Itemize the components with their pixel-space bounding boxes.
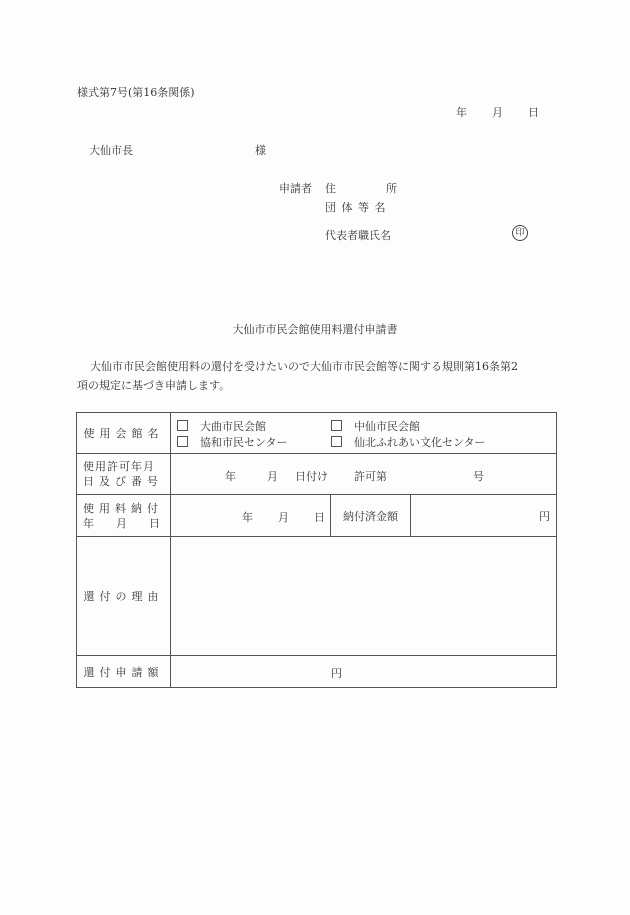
date-year: 年 (456, 106, 467, 119)
paid-amount-label: 納付済金額 (331, 495, 411, 537)
option-senboku[interactable]: 仙北ふれあい文化センター (331, 434, 486, 450)
row-refund-amount (77, 656, 557, 688)
payment-date-label: 使用料納付 年 月 日 (77, 495, 171, 537)
addressee-title: 大仙市長 (89, 144, 133, 157)
option-omagari[interactable]: 大曲市民会館 (177, 418, 266, 434)
document-title: 大仙市市民会館使用料還付申請書 (232, 323, 398, 336)
applicant-label: 申請者 (279, 182, 312, 195)
row-reason (77, 537, 557, 656)
form-number: 様式第7号(第16条関係) (77, 86, 195, 99)
checkbox-icon[interactable] (177, 436, 188, 447)
address-label-1: 住 (325, 182, 336, 195)
reason-label: 還付の理由 (77, 537, 171, 656)
body-text-line-1: 大仙市市民会館使用料の還付を受けたいので大仙市市民会館等に関する規則第16条第2 (90, 360, 518, 373)
checkbox-icon[interactable] (331, 436, 342, 447)
addressee-honorific: 様 (255, 144, 266, 157)
address-label-2: 所 (386, 182, 397, 195)
org-name-label: 団 体 等 名 (325, 201, 387, 214)
payment-date-value: 年 月 日 (171, 495, 331, 537)
row-permit (77, 454, 557, 495)
permit-label: 使用許可年月 日及び番号 (77, 454, 171, 495)
refund-amount-label: 還付申請額 (77, 656, 171, 688)
option-kyowa[interactable]: 協和市民センター (177, 434, 288, 450)
facility-options (171, 413, 557, 454)
paid-amount-value: 円 (411, 495, 557, 537)
reason-field[interactable] (171, 537, 557, 656)
permit-value: 年 月 日付け 許可第 号 (171, 454, 557, 495)
date-day: 日 (528, 106, 539, 119)
seal-mark: 印 (512, 225, 528, 241)
representative-label: 代表者職氏名 (325, 229, 391, 242)
refund-amount-field[interactable]: 円 (171, 656, 557, 688)
checkbox-icon[interactable] (177, 420, 188, 431)
row-facility (77, 413, 557, 454)
date-month: 月 (492, 106, 503, 119)
facility-label: 使用会館名 (77, 413, 171, 454)
application-table (76, 412, 557, 688)
body-text-line-2: 項の規定に基づき申請します。 (77, 379, 231, 392)
option-nakasen[interactable]: 中仙市民会館 (331, 418, 420, 434)
row-payment (77, 495, 557, 537)
checkbox-icon[interactable] (331, 420, 342, 431)
